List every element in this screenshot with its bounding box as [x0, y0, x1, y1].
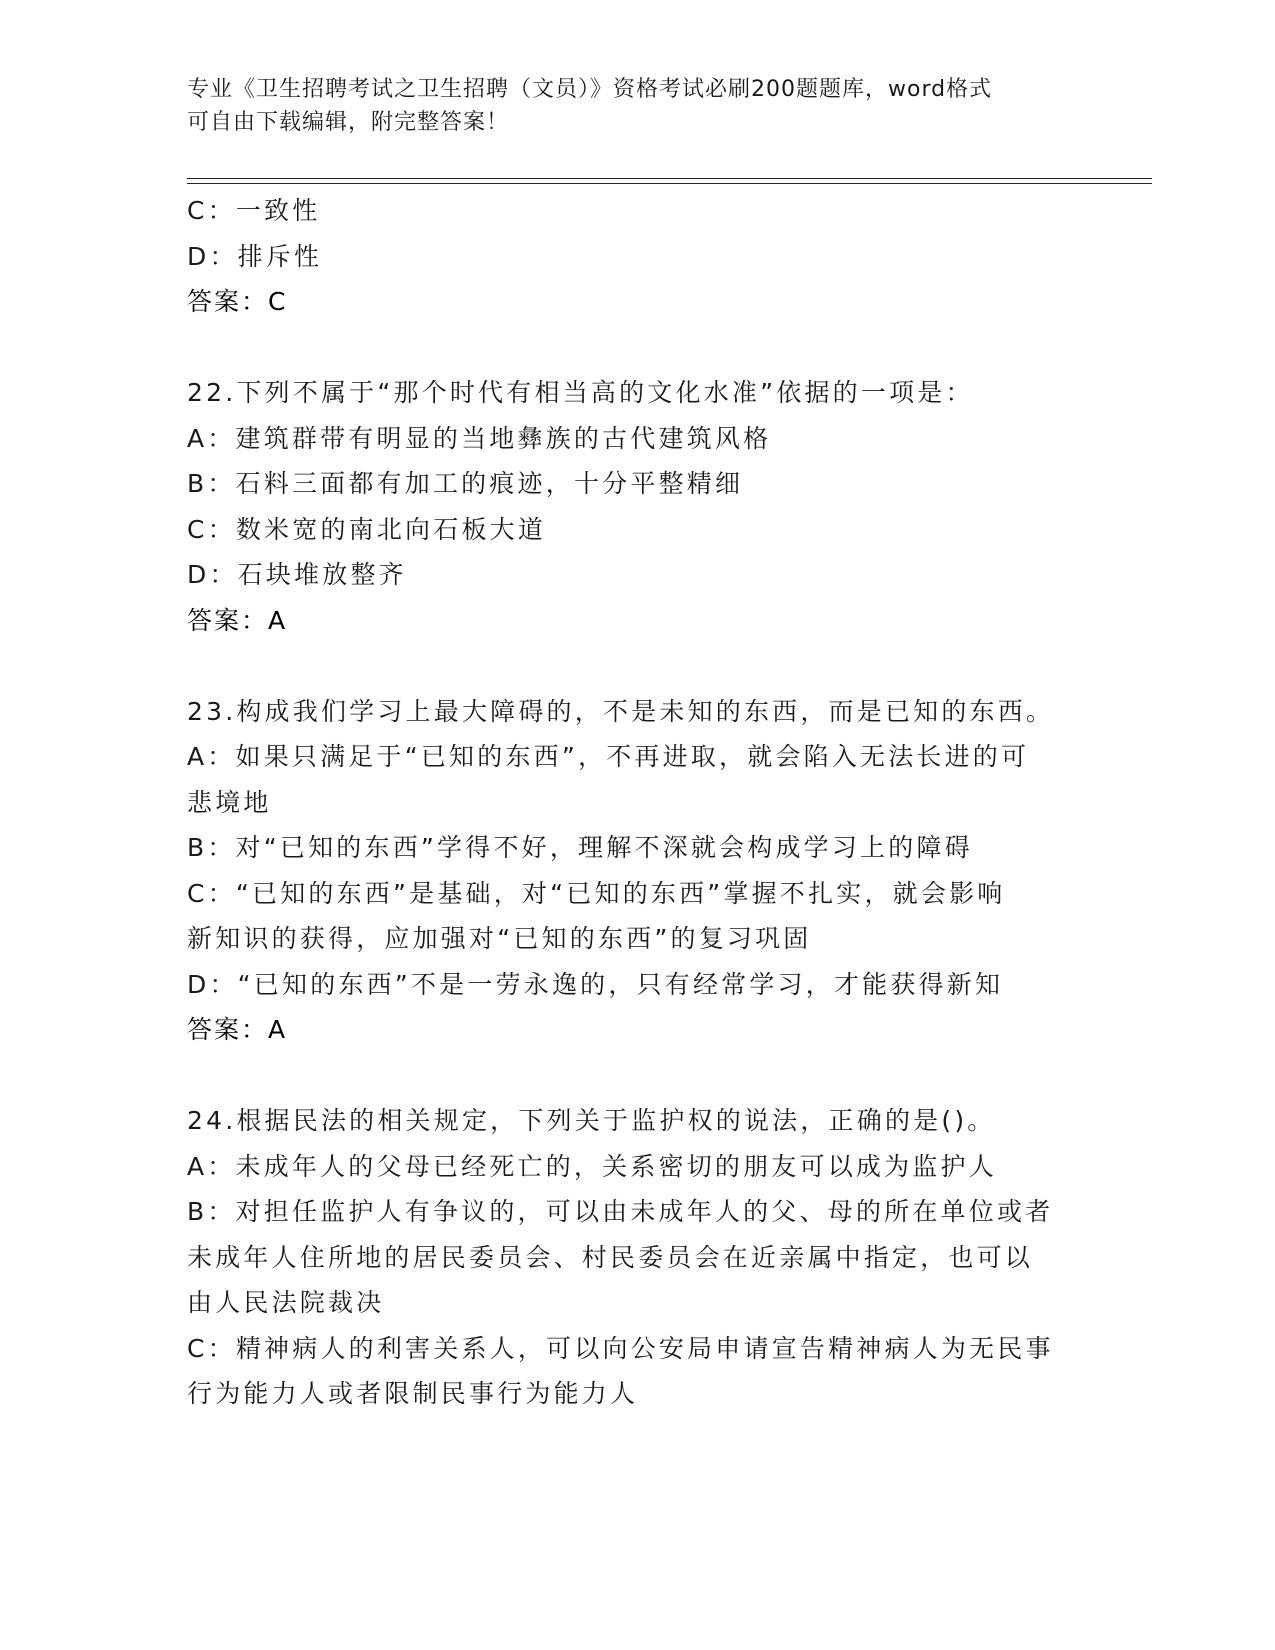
spacer: [187, 1053, 1087, 1099]
header-line-1: 专业《卫生招聘考试之卫生招聘（文员）》资格考试必刷200题题库，word格式: [187, 77, 993, 102]
header-line-2: 可自由下载编辑，附完整答案！: [187, 110, 510, 135]
option-line: A：建筑群带有明显的当地彝族的古代建筑风格: [187, 423, 772, 453]
option-line: D：排斥性: [187, 241, 323, 271]
header-rule-bottom: [187, 183, 1152, 184]
spacer: [187, 643, 1087, 689]
question-stem: 22.下列不属于“那个时代有相当高的文化水准”依据的一项是：: [187, 378, 974, 407]
document-header: [187, 73, 1067, 139]
option-line: 由人民法院裁决: [187, 1288, 385, 1317]
question-22: [187, 370, 1087, 643]
question-list: [187, 188, 1087, 1417]
option-line: 未成年人住所地的居民委员会、村民委员会在近亲属中指定，也可以: [187, 1242, 1034, 1272]
answer-line: 答案：A: [187, 1015, 288, 1044]
header-rule-top: [187, 178, 1152, 179]
option-line: D：“已知的东西”不是一劳永逸的，只有经常学习，才能获得新知: [187, 969, 1004, 999]
answer-line: 答案：A: [187, 605, 288, 635]
option-line: 行为能力人或者限制民事行为能力人: [187, 1379, 639, 1408]
option-line: B：对“已知的东西”学得不好，理解不深就会构成学习上的障碍: [187, 833, 973, 862]
option-line: A：如果只满足于“已知的东西”，不再进取，就会陷入无法长进的可: [187, 742, 1030, 771]
option-line: C：精神病人的利害关系人，可以向公安局申请宣告精神病人为无民事: [187, 1333, 1054, 1363]
option-line: C：数米宽的南北向石板大道: [187, 514, 547, 544]
option-line: B：对担任监护人有争议的，可以由未成年人的父、母的所在单位或者: [187, 1197, 1054, 1226]
spacer: [187, 325, 1087, 371]
question-stem: 24.根据民法的相关规定，下列关于监护权的说法，正确的是()。: [187, 1106, 996, 1135]
option-line: A：未成年人的父母已经死亡的，关系密切的朋友可以成为监护人: [187, 1151, 997, 1181]
option-line: C：一致性: [187, 196, 321, 225]
answer-line: 答案：C: [187, 287, 288, 316]
question-23: [187, 689, 1087, 1053]
question-stem: 23.构成我们学习上最大障碍的，不是未知的东西，而是已知的东西。: [187, 696, 1055, 726]
option-line: C：“已知的东西”是基础，对“已知的东西”掌握不扎实，就会影响: [187, 878, 1006, 908]
option-line: 悲境地: [187, 787, 272, 817]
option-line: 新知识的获得，应加强对“已知的东西”的复习巩固: [187, 924, 812, 953]
previous-question-block: [187, 188, 1087, 325]
question-24: [187, 1098, 1087, 1417]
option-line: B：石料三面都有加工的痕迹，十分平整精细: [187, 469, 744, 498]
option-line: D：石块堆放整齐: [187, 560, 407, 589]
